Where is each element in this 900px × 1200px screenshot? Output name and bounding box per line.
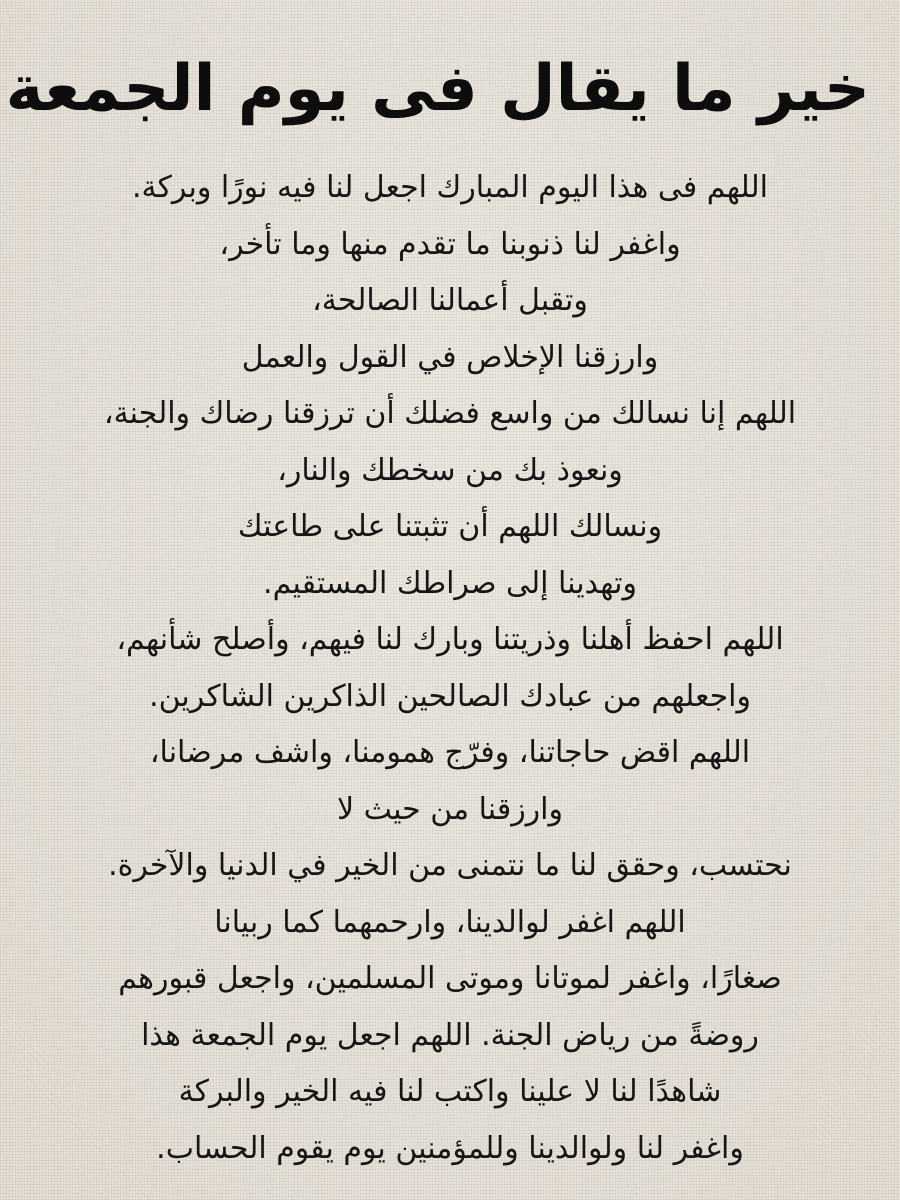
dua-line: واجعلهم من عبادك الصالحين الذاكرين الشاكرين. [149, 678, 751, 714]
dua-line: شاهدًا لنا لا علينا واكتب لنا فيه الخير والبركة [178, 1074, 722, 1109]
dua-line: وتهدينا إلى صراطك المستقيم. [263, 565, 637, 601]
dua-line: ونعوذ بك من سخطك والنار، [277, 452, 623, 488]
dua-line: اللهم إنا نسالك من واسع فضلك أن ترزقنا رضاك والجنة، [103, 396, 797, 431]
dua-line: وارزقنا من حيث لا [336, 791, 563, 827]
dua-line: اللهم اقض حاجاتنا، وفرّج همومنا، واشف مرضانا، [149, 735, 751, 770]
dua-line: روضةً من رياض الجنة. اللهم اجعل يوم الجمعة هذا [141, 1017, 759, 1053]
dua-line: ونسالك اللهم أن تثبتنا على طاعتك [237, 509, 663, 544]
dua-line: واغفر لنا ولوالدينا وللمؤمنين يوم يقوم الحساب. [156, 1130, 744, 1166]
dua-line: اللهم فى هذا اليوم المبارك اجعل لنا فيه نورًا وبركة. [132, 170, 768, 205]
page-title: خير ما يقال فى يوم الجمعة [5, 52, 870, 126]
dua-line: وتقبل أعمالنا الصالحة، [312, 283, 588, 318]
dua-line: واغفر لنا ذنوبنا ما تقدم منها وما تأخر، [219, 226, 681, 262]
dua-text-block [30, 160, 870, 1177]
dua-line: اللهم احفظ أهلنا وذريتنا وبارك لنا فيهم، وأصلح شأنهم، [116, 622, 784, 657]
dua-line: اللهم اغفر لوالدينا، وارحمهما كما ربيانا [214, 904, 686, 940]
dua-line: صغارًا، واغفر لموتانا وموتى المسلمين، واجعل قبورهم [118, 961, 782, 996]
dua-line: نحتسب، وحقق لنا ما نتمنى من الخير في الدنيا والآخرة. [108, 848, 792, 883]
dua-line: وارزقنا الإخلاص في القول والعمل [241, 339, 659, 375]
